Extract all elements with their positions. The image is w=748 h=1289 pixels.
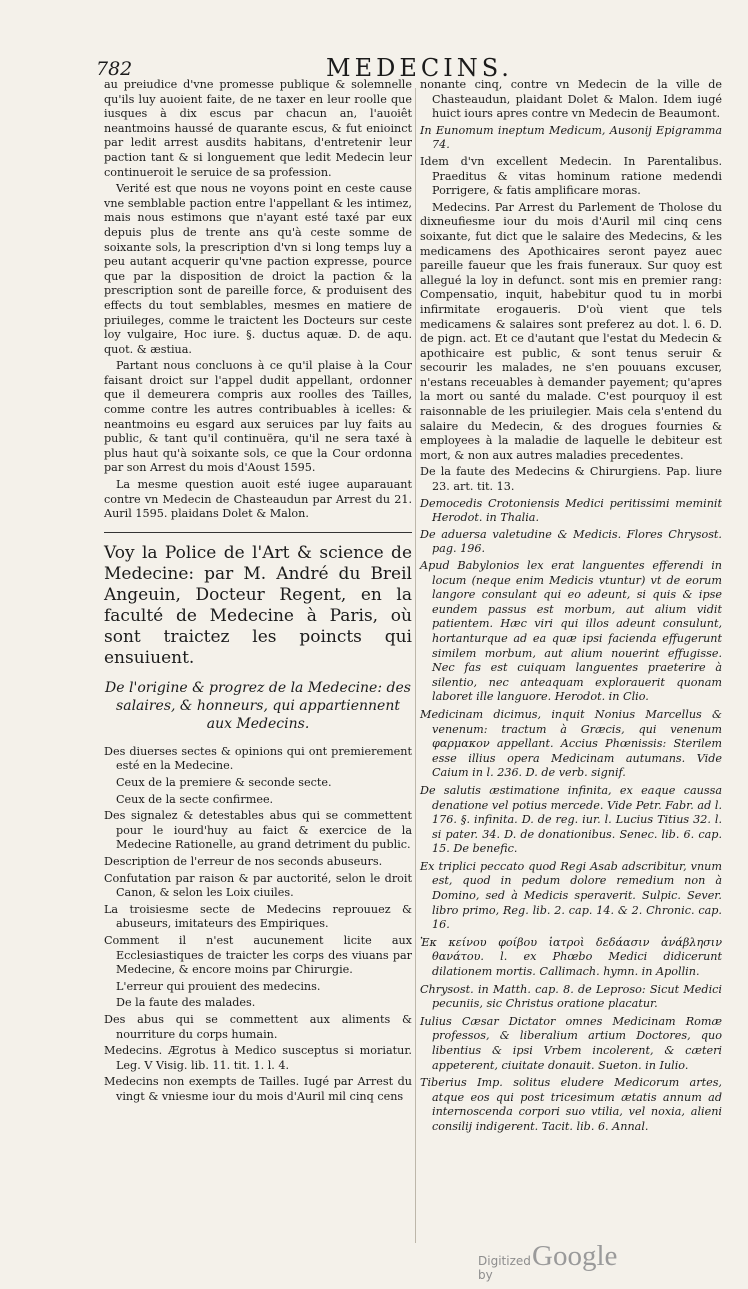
paragraph: au preiudice d'vne promesse publique & solemnelle qu'ils luy auoient faite, de ne taxer en leur roolle que iusques à dix escus par chacun an, l'auoiêt neantmoins haussé de quarante escus, & fut enioinct par ledit arrest ausdits habitans, d'entretenir leur paction tant & si longuement que ledit Medecin leur continueroit le seruice de sa profession. <box>104 78 412 179</box>
left-column <box>104 78 412 1106</box>
paragraph: Democedis Crotoniensis Medici peritissimi meminit Herodot. in Thalia. <box>420 496 722 525</box>
section-subtitle: De l'origine & progrez de la Medecine: des salaires, & honneurs, qui appartiennent aux Medecins. <box>105 679 411 732</box>
list-item: La troisiesme secte de Medecins reprouuez & abuseurs, imitateurs des Empiriques. <box>104 902 412 931</box>
paragraph: Partant nous concluons à ce qu'il plaise à la Cour faisant droict sur l'appel dudit appellant, ordonner que il demeurera compris aux roolles des Tailles, comme contre les autres contribuables à icelles: & neantmoins eu esgard aux seruices par luy faits au public, & tant qu'il continuëra, qu'il ne sera taxé à plus haut qu'à soixante sols, ce que la Cour ordonna par son Arrest du mois d'Aoust 1595. <box>104 359 412 475</box>
paragraph: La mesme question auoit esté iugee auparauant contre vn Medecin de Chasteaudun par Arrest du 21. Auril 1595. plaidans Dolet & Malon. <box>104 478 412 521</box>
paragraph: De salutis æstimatione infinita, ex eaque caussa denatione vel potius mercede. Vide Petr. Fabr. ad l. 176. §. infinita. D. de reg. iur. l. Lucius Titius 32. l. si pater. 34. D. de donationibus. Senec. lib. 6. cap. 15. De benefic. <box>420 783 722 856</box>
list-item: Confutation par raison & par auctorité, selon le droit Canon, & selon les Loix ciuiles. <box>104 871 412 900</box>
paragraph: Tiberius Imp. solitus eludere Medicorum artes, atque eos qui post tricesimum ætatis annum ad internoscenda corpori suo vtilia, vel noxia, alieni consilij indigerent. Tacit. lib. 6. Annal. <box>420 1076 722 1133</box>
paragraph: In Eunomum ineptum Medicum, Ausonij Epigramma 74. <box>420 123 722 152</box>
paragraph: Idem d'vn excellent Medecin. In Parentalibus. Praeditus & vitas hominum ratione medendi Porrigere, & fatis amplificare moras. <box>420 154 722 198</box>
paragraph: Apud Babylonios lex erat languentes efferendi in locum (neque enim Medicis vtuntur) vt de eorum langore consulant qui eo adeunt, si quis & ipse eundem passus est morbum, aut alium vidit patientem. Hæc viri qui illos adeunt consulunt, hortanturque ad ea quæ ipsi facienda effugerunt similem morbum, aut alium nouerint effugisse. Nec fas est cuiquam languentes praeterire à silentio, nec anteaquam explorauerit quonam laboret ille languore. Herodot. in Clio. <box>420 559 722 704</box>
list-item: Comment il n'est aucunement licite aux Ecclesiastiques de traicter les corps des viuans par Medecine, & encore moins par Chirurgie. <box>104 933 412 977</box>
paragraph: Chrysost. in Matth. cap. 8. de Leproso: Sicut Medici pecuniis, sic Christus oratione placatur. <box>420 982 722 1011</box>
watermark-caption: Digitized by <box>478 1254 531 1282</box>
paragraph: Ἐκ κείνου φοίβου ἰατροὶ δεδάασιν ἀνάβλησιν θανάτου. l. ex Phœbo Medici didicerunt dilationem mortis. Callimach. hymn. in Apollin. <box>420 935 722 979</box>
paragraph: Medecins. Par Arrest du Parlement de Tholose du dixneufiesme iour du mois d'Auril mil cinq cens soixante, fut dict que le salaire des Medecins, & les medicamens des Apothicaires seront payez auec pareille faueur que les frais funeraux. Sur quoy est allegué la loy in defunct. sont mis en premier rang: Compensatio, inquit, habebitur quod tu in morbi infirmitate erogaueris. D'où vient que tels medicamens & salaires sont preferez au dot. l. 6. D. de pign. act. Et ce d'autant que l'estat du Medecin & apothicaire est public, & sont tenus seruir & secourir les malades, ne s'en pouuans excuser, n'estans receuables à demander payement; qu'apres la mort ou santé du malade. C'est pourquoy il est raisonnable de les priuilegier. Mais cela s'entend du salaire du Medecin, & des drogues fournies & employees à la maladie de laquelle le debiteur est mort, & non aux autres maladies precedentes. <box>420 200 722 462</box>
section-divider <box>104 532 412 541</box>
list-item: Des signalez & detestables abus qui se commettent pour le iourd'huy au faict & exercice de la Medecine Rationelle, au grand detriment du public. <box>104 809 412 852</box>
paragraph: Iulius Cæsar Dictator omnes Medicinam Romæ professos, & liberalium artium Doctores, quo libentius & ipsi Vrbem incolerent, & cæteri appeterent, ciuitate donauit. Sueton. in Iulio. <box>420 1014 722 1072</box>
running-title: MEDECINS. <box>326 54 513 82</box>
paragraph: Medicinam dicimus, inquit Nonius Marcellus & venenum: tractum à Græcis, qui venenum φαρμακον appellant. Accius Phœnissis: Sterilem esse illius opera Medicinam autumans. Vide Caium in l. 236. D. de verb. signif. <box>420 707 722 780</box>
list-item: Des abus qui se commettent aux aliments & nourriture du corps humain. <box>104 1012 412 1041</box>
list-item: Ceux de la secte confirmee. <box>116 792 274 806</box>
paragraph: De la faute des Medecins & Chirurgiens. Pap. liure 23. art. tit. 13. <box>420 465 722 494</box>
page-number: 782 <box>96 58 133 80</box>
section-title: Voy la Police de l'Art & science de Medecine: par M. André du Breil Angeuin, Docteur Regent, en la faculté de Medecine à Paris, où sont traictez les poincts qui ensuiuent. <box>104 542 412 668</box>
paragraph: Verité est que nous ne voyons point en ceste cause vne semblable paction entre l'appellant & les intimez, mais nous estimons que n'ayant esté taxé par eux depuis plus de trente ans qu'à ceste somme de soixante sols, la prescription d'vn si long temps luy a peu autant acquerir qu'vne paction expresse, pource que par la disposition de droict la paction & la prescription sont de pareille force, & produisent des effects du tout semblables, mesmes en matiere de priuileges, comme le traictent les Docteurs sur ceste loy vulgaire, Hoc iure. §. ductus aquæ. D. de aqu. quot. & æstiua. <box>104 182 412 356</box>
list-item: Medecins. Ægrotus à Medico susceptus si moriatur. Leg. V Visig. lib. 11. tit. 1. l. 4. <box>104 1044 412 1072</box>
google-logo: Google <box>532 1240 618 1272</box>
right-column <box>420 78 722 1138</box>
list-item: Description de l'erreur de nos seconds abuseurs. <box>104 854 383 868</box>
list-item: L'erreur qui prouient des medecins. <box>116 979 321 993</box>
paragraph: Ex triplici peccato quod Regi Asab adscribitur, vnum est, quod in pedum dolore remedium non à Domino, sed à Medicis speraverit. Sulpic. Sever. libro primo, Reg. lib. 2. cap. 14. & 2. Chronic. cap. 16. <box>420 859 722 932</box>
list-item: Des diuerses sectes & opinions qui ont premierement esté en la Medecine. <box>104 744 412 773</box>
list-item: Medecins non exempts de Tailles. Iugé par Arrest du vingt & vniesme iour du mois d'Auril mil cinq cens <box>104 1075 412 1103</box>
list-item: Ceux de la premiere & seconde secte. <box>116 776 332 789</box>
paragraph: nonante cinq, contre vn Medecin de la ville de Chasteaudun, plaidant Dolet & Malon. Idem iugé huict iours apres contre vn Medecin de Beaumont. <box>420 78 722 121</box>
column-divider <box>415 88 416 1243</box>
list-item: De la faute des malades. <box>116 996 256 1010</box>
paragraph: De aduersa valetudine & Medicis. Flores Chrysost. pag. 196. <box>420 527 722 556</box>
